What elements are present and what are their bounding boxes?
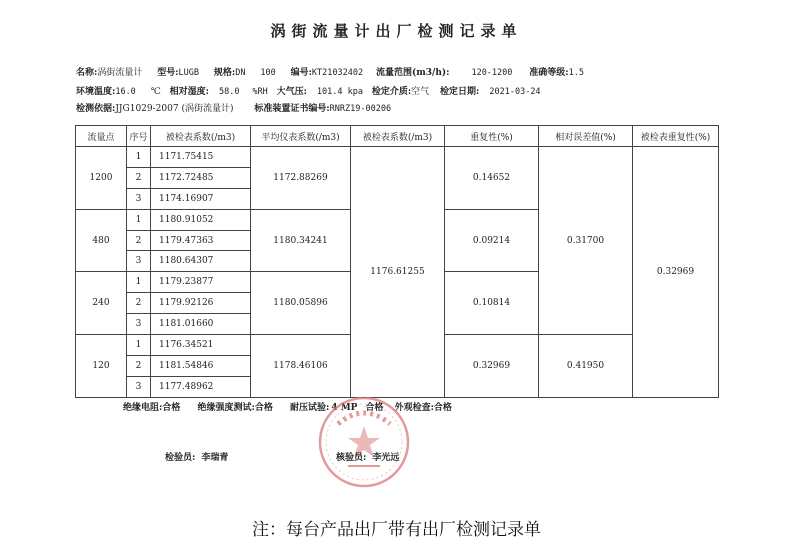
seq-cell: 2 bbox=[127, 230, 151, 251]
inspection-seal bbox=[316, 394, 412, 490]
seq-cell: 1 bbox=[127, 335, 151, 356]
accuracy-value: 1.5 bbox=[568, 68, 584, 78]
cert-label: 标准装置证书编号: bbox=[254, 104, 330, 114]
inspection-table bbox=[75, 125, 719, 398]
spec-label: 规格: bbox=[213, 68, 236, 78]
col-header-avg-coefficient: 平均仪表系数(/m3) bbox=[251, 126, 351, 147]
flow-point-cell: 1200 bbox=[76, 147, 127, 210]
medium-label: 检定介质: bbox=[371, 87, 412, 97]
footnote: 注：每台产品出厂带有出厂检测记录单 bbox=[252, 520, 541, 540]
table-row bbox=[76, 147, 719, 168]
flow-point-cell: 120 bbox=[76, 335, 127, 398]
pressure-label: 大气压: bbox=[276, 87, 307, 97]
coefficient-cell: 1176.34521 bbox=[151, 335, 251, 356]
verifier-line bbox=[336, 450, 399, 463]
date-value: 2021-03-24 bbox=[489, 87, 541, 97]
coefficient-cell: 1181.54846 bbox=[151, 355, 251, 376]
basis-label: 检测依据: bbox=[76, 104, 116, 114]
cert-value: RNRZ19-00206 bbox=[329, 104, 392, 114]
seq-cell: 3 bbox=[127, 376, 151, 397]
col-header-repeatability: 重复性(%) bbox=[445, 126, 539, 147]
seq-cell: 1 bbox=[127, 209, 151, 230]
seq-cell: 2 bbox=[127, 355, 151, 376]
repeatability-cell: 0.09214 bbox=[445, 209, 539, 272]
coefficient-cell: 1171.75415 bbox=[151, 147, 251, 168]
info-row-3 bbox=[76, 101, 391, 114]
insulation-resistance-value: 合格 bbox=[162, 403, 181, 413]
info-row-1 bbox=[76, 65, 584, 78]
serial-value: KT21032402 bbox=[311, 68, 364, 78]
inspector-label: 检验员: bbox=[165, 453, 196, 463]
col-header-meter-coefficient: 被检表系数(/m3) bbox=[351, 126, 445, 147]
temp-value: 16.0 bbox=[115, 87, 136, 97]
date-label: 检定日期: bbox=[440, 87, 480, 97]
inspector-name: 李瑞青 bbox=[201, 453, 229, 463]
relative-error-cell: 0.41950 bbox=[539, 335, 633, 398]
inspector-line bbox=[165, 450, 228, 463]
name-label: 名称: bbox=[76, 68, 98, 78]
spec-size: 100 bbox=[260, 68, 276, 78]
range-value: 120-1200 bbox=[471, 68, 513, 78]
repeatability-cell: 0.32969 bbox=[445, 335, 539, 398]
flow-point-cell: 480 bbox=[76, 209, 127, 272]
temp-label: 环境温度: bbox=[76, 87, 116, 97]
basis-value: JJG1029-2007 (涡街流量计) bbox=[115, 104, 234, 114]
avg-coefficient-cell: 1180.05896 bbox=[251, 272, 351, 335]
coefficient-cell: 1180.91052 bbox=[151, 209, 251, 230]
avg-coefficient-cell: 1172.88269 bbox=[251, 147, 351, 210]
spec-value: DN bbox=[235, 68, 246, 78]
name-value: 涡街流量计 bbox=[97, 68, 143, 78]
verifier-name: 李光远 bbox=[372, 453, 400, 463]
repeatability-cell: 0.10814 bbox=[445, 272, 539, 335]
seq-cell: 1 bbox=[127, 272, 151, 293]
coefficient-cell: 1172.72485 bbox=[151, 167, 251, 188]
repeatability-cell: 0.14652 bbox=[445, 147, 539, 210]
appearance-label: 外观检查: bbox=[394, 403, 434, 413]
pressure-test-spec: 4 MP bbox=[331, 403, 358, 413]
seq-cell: 2 bbox=[127, 293, 151, 314]
temp-unit: ℃ bbox=[150, 87, 161, 97]
verifier-label: 核验员: bbox=[336, 453, 367, 463]
pressure-test-label: 耐压试验: bbox=[289, 403, 330, 413]
model-value: LUGB bbox=[178, 68, 200, 78]
col-header-flow-point: 流量点 bbox=[76, 126, 127, 147]
accuracy-label: 准确等级: bbox=[529, 68, 569, 78]
coefficient-cell: 1179.47363 bbox=[151, 230, 251, 251]
col-header-seq: 序号 bbox=[127, 126, 151, 147]
insulation-strength-value: 合格 bbox=[254, 403, 273, 413]
insulation-resistance-label: 绝缘电阻: bbox=[123, 403, 163, 413]
meter-coefficient-cell: 1176.61255 bbox=[351, 147, 445, 398]
coefficient-cell: 1174.16907 bbox=[151, 188, 251, 209]
model-label: 型号: bbox=[157, 68, 179, 78]
info-row-2 bbox=[76, 84, 541, 97]
pressure-value: 101.4 kpa bbox=[316, 87, 363, 97]
serial-label: 编号: bbox=[290, 68, 312, 78]
flow-point-cell: 240 bbox=[76, 272, 127, 335]
seq-cell: 3 bbox=[127, 188, 151, 209]
table-header-row bbox=[76, 126, 719, 147]
col-header-relative-error: 相对误差值(%) bbox=[539, 126, 633, 147]
coefficient-cell: 1181.01660 bbox=[151, 314, 251, 335]
seq-cell: 2 bbox=[127, 167, 151, 188]
range-label: 流量范围(m3/h): bbox=[375, 68, 450, 78]
humidity-label: 相对湿度: bbox=[169, 87, 209, 97]
insulation-strength-label: 绝缘强度测试: bbox=[197, 403, 255, 413]
humidity-value: 58.0 bbox=[218, 87, 240, 97]
avg-coefficient-cell: 1180.34241 bbox=[251, 209, 351, 272]
pressure-test-value: 合格 bbox=[365, 403, 384, 413]
coefficient-cell: 1179.92126 bbox=[151, 293, 251, 314]
coefficient-cell: 1177.48962 bbox=[151, 376, 251, 397]
medium-value: 空气 bbox=[411, 87, 430, 97]
avg-coefficient-cell: 1178.46106 bbox=[251, 335, 351, 398]
relative-error-cell: 0.31700 bbox=[539, 147, 633, 335]
humidity-unit: %RH bbox=[252, 87, 268, 97]
seq-cell: 1 bbox=[127, 147, 151, 168]
col-header-coefficient: 被检表系数(/m3) bbox=[151, 126, 251, 147]
coefficient-cell: 1179.23877 bbox=[151, 272, 251, 293]
coefficient-cell: 1180.64307 bbox=[151, 251, 251, 272]
document-title: 涡街流量计出厂检测记录单 bbox=[270, 22, 523, 40]
col-header-meter-repeatability: 被检表重复性(%) bbox=[633, 126, 719, 147]
seq-cell: 3 bbox=[127, 314, 151, 335]
seq-cell: 3 bbox=[127, 251, 151, 272]
meter-repeatability-cell: 0.32969 bbox=[633, 147, 719, 398]
appearance-value: 合格 bbox=[433, 403, 452, 413]
